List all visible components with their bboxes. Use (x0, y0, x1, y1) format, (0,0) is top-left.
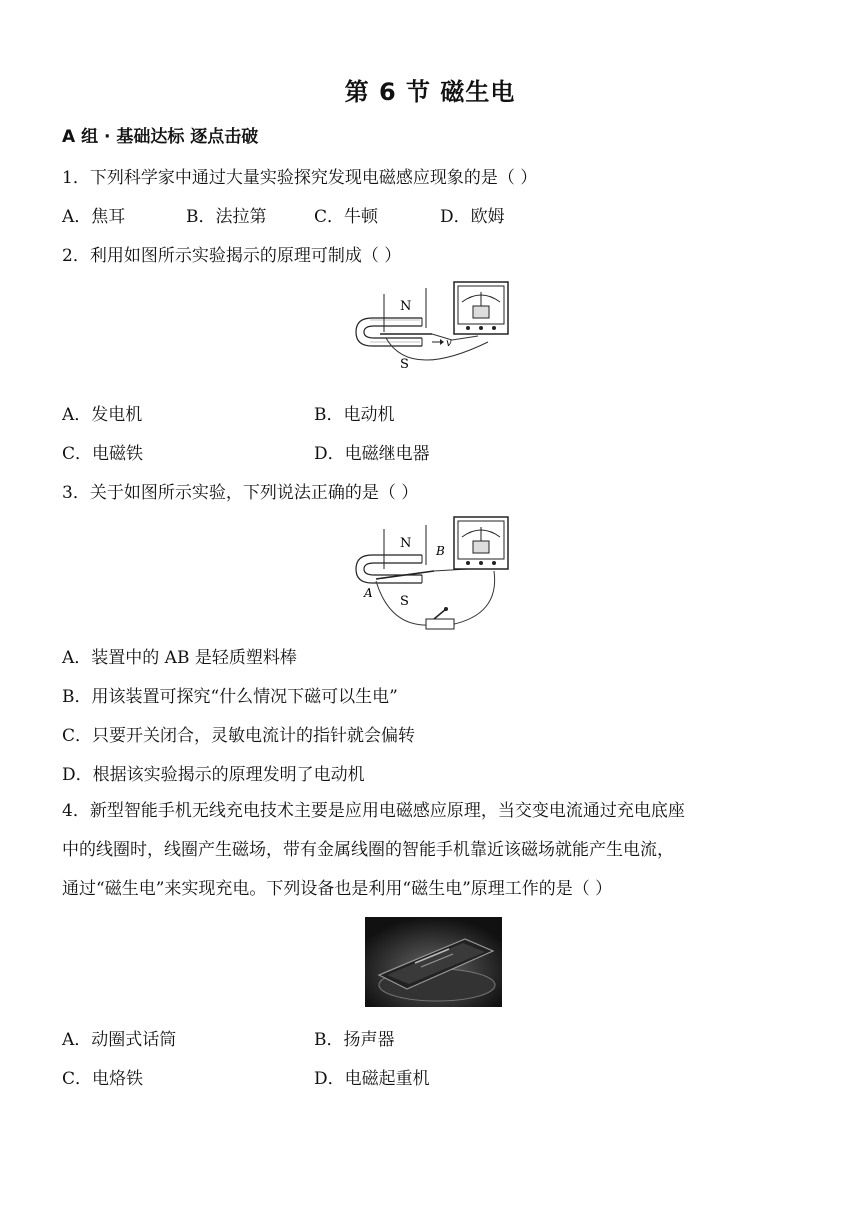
page-title: 第 6 节 磁生电 (344, 78, 516, 106)
q4-option-a: A．动圈式话筒 (62, 1030, 177, 1050)
q3-stem: 3．关于如图所示实验，下列说法正确的是（ ） (62, 483, 419, 503)
south-pole-label: S (400, 357, 409, 372)
switch-icon (426, 607, 454, 629)
q4-stem (62, 792, 802, 909)
q4-option-b: B．扬声器 (314, 1030, 395, 1050)
point-b-label: B (436, 544, 445, 558)
q3-option-b: B．用该装置可探究“什么情况下磁可以生电” (62, 687, 398, 707)
q3-option-d: D．根据该实验揭示的原理发明了电动机 (62, 765, 365, 785)
south-pole-label: S (400, 594, 409, 609)
q2-option-b: B．电动机 (314, 405, 395, 425)
q1-option-c: C．牛顿 (314, 207, 379, 227)
q2-option-d: D．电磁继电器 (314, 444, 430, 464)
q2-induction-figure (350, 280, 510, 380)
q3-induction-figure (350, 515, 510, 635)
q4-stem-line: 4．新型智能手机无线充电技术主要是应用电磁感应原理，当交变电流通过充电底座 (62, 801, 685, 821)
q3-option-a: A．装置中的 AB 是轻质塑料棒 (62, 648, 297, 668)
q4-stem-line: 中的线圈时，线圈产生磁场，带有金属线圈的智能手机靠近该磁场就能产生电流， (62, 840, 674, 860)
q2-option-a: A．发电机 (62, 405, 143, 425)
wireless-charging-phone-photo (365, 917, 502, 1007)
north-pole-label: N (400, 536, 412, 551)
q1-option-d: D．欧姆 (440, 207, 505, 227)
north-pole-label: N (400, 299, 412, 314)
q1-option-b: B．法拉第 (186, 207, 267, 227)
q4-stem-line: 通过“磁生电”来实现充电。下列设备也是利用“磁生电”原理工作的是（ ） (62, 879, 613, 899)
point-a-label: A (364, 586, 373, 600)
q2-option-c: C．电磁铁 (62, 444, 144, 464)
q1-stem: 1．下列科学家中通过大量实验探究发现电磁感应现象的是（ ） (62, 168, 538, 188)
q2-stem: 2．利用如图所示实验揭示的原理可制成（ ） (62, 246, 402, 266)
q4-option-d: D．电磁起重机 (314, 1069, 430, 1089)
section-heading: A 组 · 基础达标 逐点击破 (62, 127, 259, 147)
q4-option-c: C．电烙铁 (62, 1069, 144, 1089)
q3-option-c: C．只要开关闭合，灵敏电流计的指针就会偏转 (62, 726, 416, 746)
velocity-label: v (446, 338, 452, 349)
q1-option-a: A．焦耳 (62, 207, 126, 227)
